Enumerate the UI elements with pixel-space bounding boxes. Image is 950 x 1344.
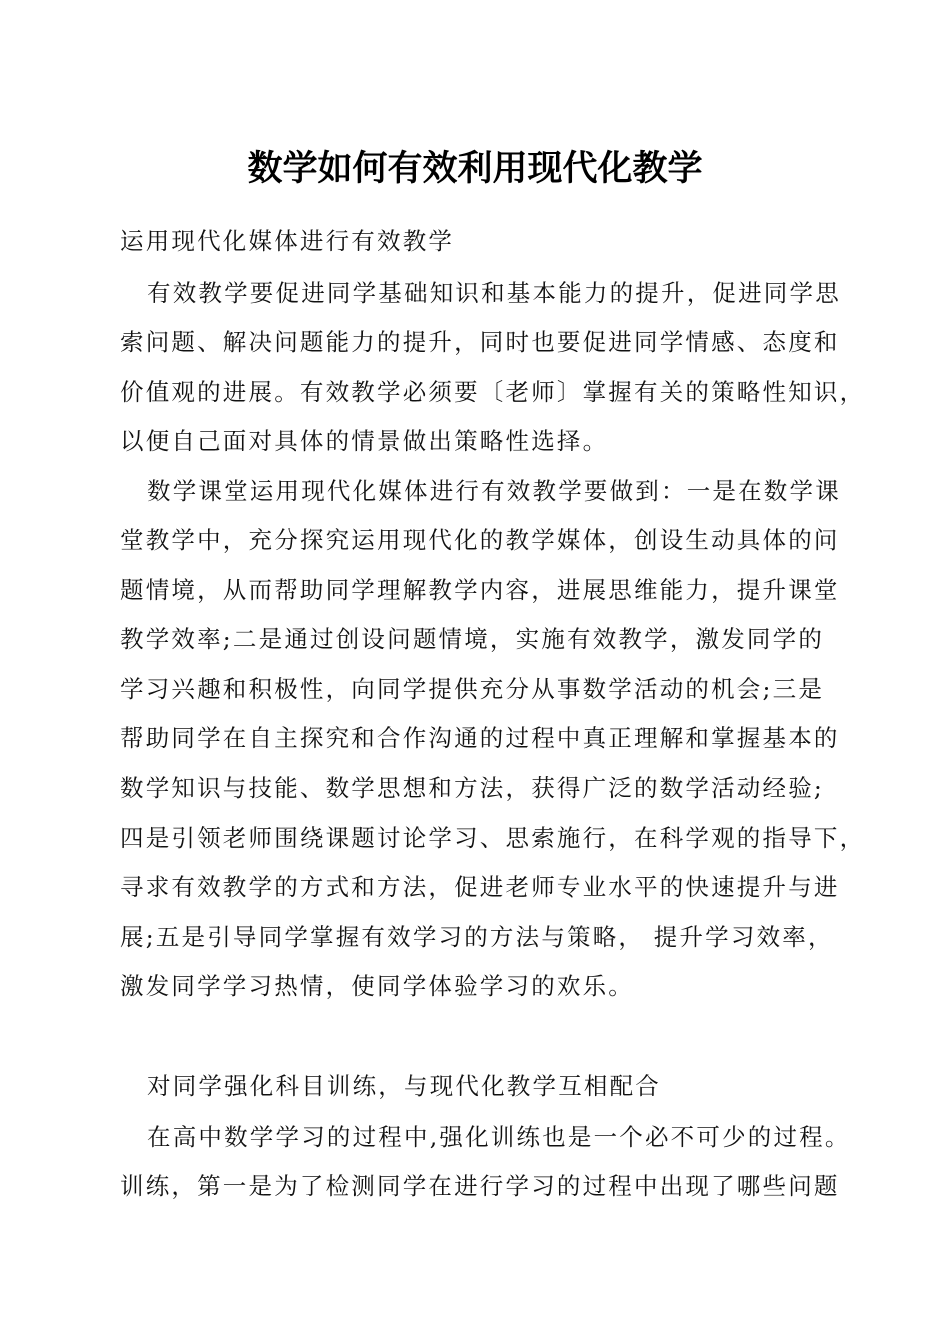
paragraph-line: 帮助同学在自主探究和合作沟通的过程中真正理解和掌握基本的 — [120, 724, 840, 752]
paragraph-line: 教学效率;二是通过创设问题情境，实施有效教学，激发同学的 — [120, 625, 825, 653]
paragraph-line: 数学知识与技能、数学思想和方法，获得广泛的数学活动经验; — [120, 774, 825, 802]
paragraph-line: 在高中数学学习的过程中,强化训练也是一个必不可少的过程。 — [147, 1123, 851, 1151]
paragraph-line: 学习兴趣和积极性，向同学提供充分从事数学活动的机会;三是 — [120, 675, 825, 703]
section-heading: 对同学强化科目训练，与现代化教学互相配合 — [147, 1072, 661, 1100]
paragraph-line: 索问题、解决问题能力的提升，同时也要促进同学情感、态度和 — [120, 328, 840, 356]
paragraph-line: 数学课堂运用现代化媒体进行有效教学要做到：一是在数学课 — [147, 477, 841, 505]
paragraph-line: 训练，第一是为了检测同学在进行学习的过程中出现了哪些问题 — [120, 1172, 840, 1200]
paragraph-line: 寻求有效教学的方式和方法，促进老师专业水平的快速提升与进 — [120, 873, 840, 901]
paragraph-line: 价值观的进展。有效教学必须要〔老师〕掌握有关的策略性知识， — [120, 378, 866, 406]
paragraph-line: 有效教学要促进同学基础知识和基本能力的提升，促进同学思 — [147, 279, 841, 307]
paragraph-line: 四是引领老师围绕课题讨论学习、思索施行，在科学观的指导下， — [120, 824, 866, 852]
paragraph-line: 堂教学中，充分探究运用现代化的教学媒体，创设生动具体的问 — [120, 526, 840, 554]
paragraph-line: 以便自己面对具体的情景做出策略性选择。 — [120, 427, 609, 455]
paragraph-line: 展;五是引导同学掌握有效学习的方法与策略， 提升学习效率， — [120, 923, 834, 951]
section-heading: 运用现代化媒体进行有效教学 — [120, 227, 455, 255]
document-title: 数学如何有效利用现代化教学 — [247, 149, 703, 189]
paragraph-line: 题情境，从而帮助同学理解教学内容，进展思维能力，提升课堂 — [120, 576, 840, 604]
paragraph-line: 激发同学学习热情，使同学体验学习的欢乐。 — [120, 972, 634, 1000]
